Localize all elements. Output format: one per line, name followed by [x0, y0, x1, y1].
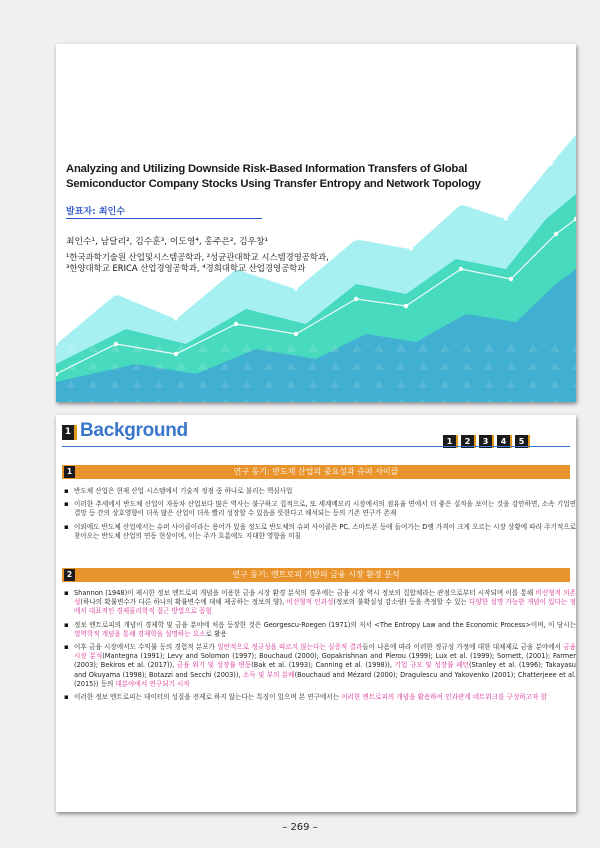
trend-point	[404, 304, 408, 308]
bullet-text: (Bak et al. (1993); Canning et al. (1998)),	[251, 661, 395, 670]
affiliation-line: ¹한국과학기술원 산업및시스템공학과, ²성균관대학교 시스템경영공학과,	[66, 252, 329, 262]
ridge-point	[459, 202, 463, 206]
divider	[66, 218, 262, 219]
bullet-item	[74, 487, 576, 496]
section-1-bullets	[62, 487, 576, 545]
bullet-text: 반도체 산업은 현재 산업 시스템에서 기술적 정점 중 하나로 불리는 핵심사업	[74, 487, 293, 495]
step-1: 1	[443, 435, 458, 448]
trend-point	[234, 322, 238, 326]
highlighted-text: 대분야에서 연구되기 시작	[115, 679, 190, 688]
bullet-item	[74, 621, 576, 639]
ridge-point	[504, 217, 508, 221]
ridge-point	[354, 237, 358, 241]
trend-point	[294, 332, 298, 336]
ridge-point	[549, 162, 553, 166]
bullet-text: (하나의 확률변수가 다른 하나의 확률변수에 대해 제공하는 정보의 양),	[80, 598, 287, 607]
bullet-text: (Stanley et al. (1996); Takayasu and Okuyama (1998); Botazzi and Secchi (2003)),	[74, 661, 576, 679]
trend-point	[174, 352, 178, 356]
bullet-text: Shannon (1948)이 제시한 정보 엔트로피 개념을 이용한 금융 시장 환경 분석의 경우에는 금융 시장 역시 정보의 집합체라는 관점으로부터 시작되며 이를 통해	[74, 589, 536, 597]
bullet-text: 로 활용	[205, 629, 227, 638]
header-number: 1	[62, 425, 77, 440]
bullet-item	[74, 589, 576, 617]
highlighted-text: 이러한 엔트로피의 개념을 활용하여 인과관계 네트워크를 구성하고자 함	[341, 693, 547, 702]
step-2: 2	[461, 435, 476, 448]
page-number: – 269 –	[282, 822, 318, 833]
section-2-bullets	[62, 589, 576, 706]
title-slide	[56, 44, 576, 402]
highlighted-text: 금융 위기 및 성장률 변동	[176, 661, 252, 670]
bullet-item	[74, 643, 576, 689]
background-graphic	[56, 44, 576, 402]
step-5: 5	[515, 435, 530, 448]
authors: 최인수¹, 남달리², 김수훈³, 이도영⁴, 홍주은², 김우창¹	[66, 237, 269, 247]
bullet-text: 정보 엔트로피의 개념이 경제학 및 금융 분야에 처음 등장한 것은 Georgescu-Roegen (1971)의 저서 <The Entropy Law and the Economic Process>이며, 이 당시는	[74, 620, 576, 629]
highlighted-text: 비선형적 인과성	[286, 598, 334, 607]
highlighted-text: 열역학적 개념을 통해 경제학을 설명하는 요소	[74, 629, 206, 638]
highlighted-text: 기업 규모 및 성장률 패턴	[394, 661, 469, 670]
highlighted-text: 금융 시장 분석	[74, 643, 576, 661]
highlighted-text: 일반적으로 정규성을 따르지 않는다는 실증적 결과	[217, 643, 363, 652]
bullet-item	[74, 500, 576, 518]
bullet-text: 이러한 정보 엔트로피는 데이터의 성질을 전제로 하지 않는다는 특징이 있으며 본 연구에서는	[74, 693, 342, 702]
trend-point	[459, 267, 463, 271]
step-4: 4	[497, 435, 512, 448]
bullet-item	[74, 523, 576, 541]
step-3: 3	[479, 435, 494, 448]
bullet-text: 들이 나옴에 따라 이러한 정규성 가정에 대한 대체제로 금융 분야에서	[362, 643, 564, 652]
highlighted-text: 비선형적 의존성	[74, 589, 576, 607]
affiliations	[66, 252, 396, 274]
background-slide	[56, 415, 576, 812]
section-number: 1	[64, 466, 75, 478]
trend-point	[509, 277, 513, 281]
header-rule	[62, 446, 570, 447]
bullet-text: (Mantegna (1991); Levy and Solomon (1997); Bouchaud (2000); Gopakrishnan and Plerou (1999); Lux et al. (1999); Sornett, (2001); Farmer (2003); Bekiros et al. (2017)),	[74, 652, 576, 670]
bullet-item	[74, 693, 576, 702]
trend-point	[354, 297, 358, 301]
highlighted-text: 다양한 설명 가능한 개념이 있다는 점에서 대표적인 경제물리학적 접근 방법으로 꼽힘	[74, 598, 576, 616]
presenter: 발표자: 최인수	[66, 207, 125, 217]
section-title: 연구 동기: 엔트로피 기반의 금융 시장 환경 분석	[232, 570, 400, 579]
section-number: 2	[64, 569, 75, 581]
section-title: 연구 동기: 반도체 산업의 중요성과 슈퍼 사이클	[233, 467, 399, 476]
bullet-text: (정보의 불확실성 감소량) 등을 측정할 수 있는	[333, 598, 470, 607]
trend-point	[554, 232, 558, 236]
bullet-text: 이후 금융 시장에서도 수익률 등의 경험적 분포가	[74, 643, 218, 652]
ridge-point	[409, 247, 413, 251]
ridge-point	[174, 317, 178, 321]
bullet-text: 이러한 추세에서 반도체 산업이 자동차 산업보다 많은 역사는 불구하고 집적으로, 또 세계메모리 시장에서의 점유율 면에서 더 좋은 실적을 보이는 것을 감안하면, 소속 기업연결망 등 간의 상호영향이 더욱 많은 산업이 더욱 빨리 성장할 수 있음을 뜻한다고 해석되는 등의 기존 연구가 존재	[74, 500, 576, 518]
bullet-text: (Bouchaud and Mézard (2000); Dragulescu and Yakovenko (2001); Chatterjeee et al. (2015)) 등의	[74, 670, 576, 688]
slide-title: Background	[80, 420, 188, 441]
affiliation-line: ³한양대학교 ERICA 산업경영공학과, ⁴경희대학교 산업경영공학과	[66, 263, 306, 273]
ridge-point	[294, 287, 298, 291]
section-bar-2	[62, 568, 570, 582]
bullet-text: 이외에도 반도체 산업에서는 슈퍼 사이클이라는 용어가 있을 정도로 반도체의 슈퍼 사이클은 PC, 스마트폰 등에 들어가는 D램 가격이 크게 오르는 시장 상황에 따라 주기적으로 찾아오는 반도체 산업의 연동 현상이며, 이는 주가 흐름에도 지대한 영향을 미침	[74, 522, 576, 540]
ridge-point	[114, 292, 118, 296]
paper-title: Analyzing and Utilizing Downside Risk-Based Information Transfers of Global Semiconductor Company Stocks Using Transfer Entropy and Network Topology	[66, 163, 481, 190]
section-bar-1	[62, 465, 570, 479]
highlighted-text: 소득 및 부의 분배	[242, 670, 295, 679]
